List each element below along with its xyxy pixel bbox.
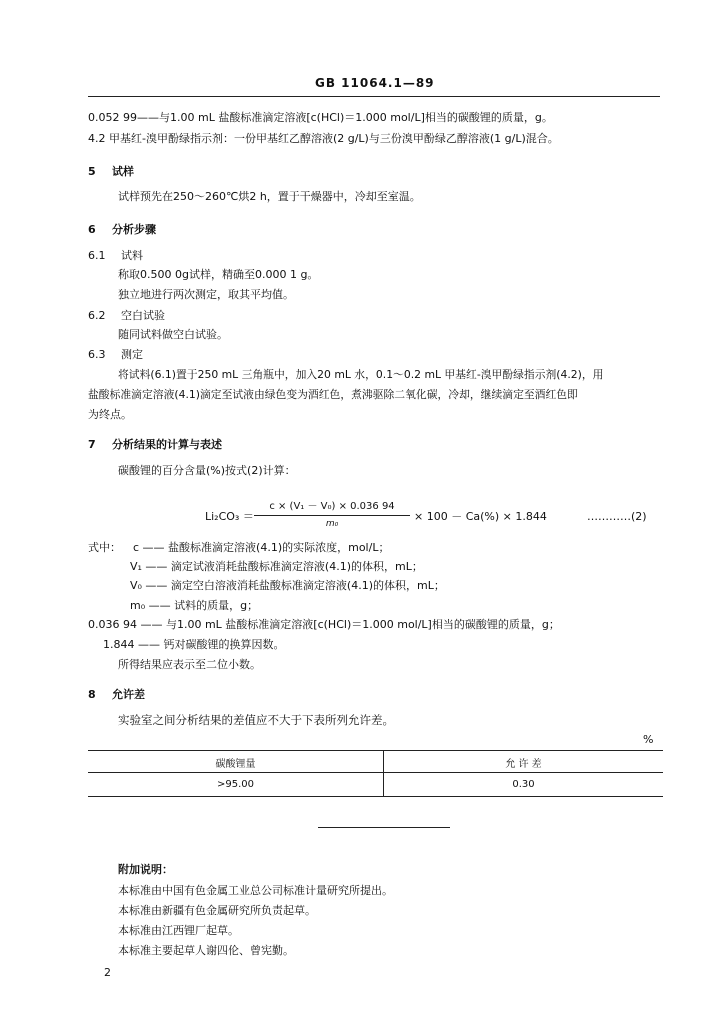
table-unit: % — [643, 733, 654, 746]
standard-code-header: GB 11064.1—89 — [315, 76, 435, 90]
formula-number: …………(2) — [587, 510, 647, 523]
where-label: 式中： — [88, 541, 121, 554]
section-6-2-title: 空白试验 — [121, 309, 165, 322]
formula-denominator: m₀ — [325, 519, 339, 529]
section-6-3-line-3: 为终点。 — [88, 408, 132, 421]
section-6-3-number: 6.3 — [88, 348, 106, 361]
intro-line-indicator: 4.2 甲基红-溴甲酚绿指示剂：一份甲基红乙醇溶液(2 g/L)与三份溴甲酚绿乙醇溶液(1 g/L)混合。 — [88, 132, 559, 145]
section-6-2-line-1: 随同试料做空白试验。 — [118, 328, 228, 341]
section-7-number: 7 — [88, 438, 96, 451]
appendix-separator — [318, 827, 450, 828]
appendix-line: 本标准由中国有色金属工业总公司标准计量研究所提出。 — [118, 884, 393, 897]
section-5-title: 试样 — [112, 165, 134, 178]
section-6-3-title: 测定 — [121, 348, 143, 361]
section-6-title: 分析步骤 — [112, 223, 156, 236]
definition-v1: V₁ —— 滴定试液消耗盐酸标准滴定溶液(4.1)的体积，mL； — [130, 560, 423, 573]
section-6-1-number: 6.1 — [88, 249, 106, 262]
formula-lhs: Li₂CO₃ ＝ — [205, 510, 254, 523]
section-5-body: 试样预先在250～260℃烘2 h，置于干燥器中，冷却至室温。 — [118, 190, 421, 203]
section-6-1-line-1: 称取0.500 0g试样，精确至0.000 1 g。 — [118, 268, 319, 281]
definition-constant: 0.036 94 —— 与1.00 mL 盐酸标准滴定溶液[c(HCl)＝1.000 mol/L]相当的碳酸锂的质量，g； — [88, 618, 560, 631]
section-5-number: 5 — [88, 165, 96, 178]
precision-note: 所得结果应表示至二位小数。 — [118, 658, 261, 671]
table-header-tolerance: 允 许 差 — [505, 759, 542, 770]
page-number: 2 — [104, 966, 111, 979]
section-8-body: 实验室之间分析结果的差值应不大于下表所列允许差。 — [118, 713, 394, 727]
section-8-number: 8 — [88, 688, 96, 701]
appendix-title: 附加说明： — [118, 863, 173, 876]
table-header-lithium-carbonate: 碳酸锂量 — [215, 759, 256, 770]
appendix-line: 本标准由新疆有色金属研究所负责起草。 — [118, 904, 316, 917]
section-7-intro: 碳酸锂的百分含量(%)按式(2)计算： — [118, 464, 296, 477]
section-6-2-number: 6.2 — [88, 309, 106, 322]
table-top-rule — [88, 750, 663, 751]
formula-fraction-bar — [254, 515, 410, 516]
definition-v0: V₀ —— 滴定空白溶液消耗盐酸标准滴定溶液(4.1)的体积，mL； — [130, 579, 445, 592]
header-rule — [88, 96, 660, 97]
appendix-line: 本标准由江西锂厂起草。 — [118, 924, 239, 937]
definition-factor: 1.844 —— 钙对碳酸锂的换算因数。 — [103, 638, 285, 651]
appendix-line: 本标准主要起草人谢四伦、曾宪勤。 — [118, 944, 294, 957]
section-8-title: 允许差 — [112, 688, 145, 701]
section-6-3-line-1: 将试料(6.1)置于250 mL 三角瓶中，加入20 mL 水，0.1～0.2 mL 甲基红-溴甲酚绿指示剂(4.2)，用 — [118, 368, 604, 381]
intro-line-carbonate-equivalent: 0.052 99——与1.00 mL 盐酸标准滴定溶液[c(HCl)＝1.000 mol/L]相当的碳酸锂的质量，g。 — [88, 111, 553, 124]
table-cell-content-value: >95.00 — [216, 779, 254, 790]
section-6-number: 6 — [88, 223, 96, 236]
section-6-3-line-2: 盐酸标准滴定溶液(4.1)滴定至试液由绿色变为酒红色，煮沸驱除二氧化碳，冷却，继续滴定至酒红色即 — [88, 388, 578, 401]
table-header-rule — [88, 772, 663, 773]
definition-m0: m₀ —— 试料的质量，g； — [130, 599, 259, 612]
formula-numerator: c × (V₁ － V₀) × 0.036 94 — [269, 501, 395, 512]
section-6-1-title: 试料 — [121, 249, 143, 262]
section-7-title: 分析结果的计算与表述 — [112, 438, 222, 451]
table-bottom-rule — [88, 796, 663, 797]
section-6-1-line-2: 独立地进行两次测定，取其平均值。 — [118, 288, 294, 301]
formula-rest: × 100 － Ca(%) × 1.844 — [414, 510, 547, 523]
definition-c: c —— 盐酸标准滴定溶液(4.1)的实际浓度，mol/L； — [133, 541, 390, 554]
table-cell-tolerance-value: 0.30 — [512, 779, 535, 790]
